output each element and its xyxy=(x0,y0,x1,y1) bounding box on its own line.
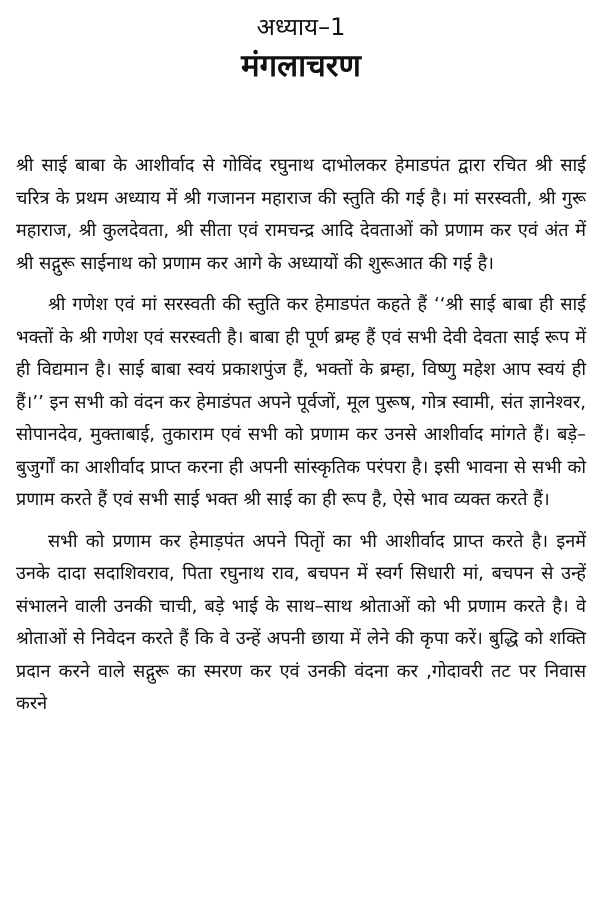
paragraph-2: श्री गणेश एवं मां सरस्वती की स्तुति कर हेमाडपंत कहते हैं ‘‘श्री साई बाबा ही साई भक्तों के श्री गणेश एवं सरस्वती है। बाबा ही पूर्ण ब्रम्ह हैं एवं सभी देवी देवता साई रूप में ही विद्यमान है। साई बाबा स्वयं प्रकाशपुंज हैं, भक्तों के ब्रम्हा, विष्णु महेश आप स्वयं ही हैं।’’ इन सभी को वंदन कर हेमाडंपत अपने पूर्वजों, मूल पुरूष, गोत्र स्वामी, संत ज्ञानेश्वर, सोपानदेव, मुक्ताबाई, तुकाराम एवं सभी को प्रणाम कर उनसे आशीर्वाद मांगते हैं। बड़े–बुजुर्गों का आशीर्वाद प्राप्त करना ही अपनी सांस्कृतिक परंपरा है। इसी भावना से सभी को प्रणाम करते हैं एवं सभी साई भक्त श्री साई का ही रूप है, ऐसे भाव व्यक्त करते हैं। xyxy=(16,294,586,510)
chapter-title: मंगलाचरण xyxy=(241,48,361,84)
paragraph-1: श्री साई बाबा के आशीर्वाद से गोविंद रघुनाथ दाभोलकर हेमाडपंत द्वारा रचित श्री साई चरित्र के प्रथम अध्याय में श्री गजानन महाराज की स्तुति की गई है। मां सरस्वती, श्री गुरू महाराज, श्री कुलदेवता, श्री सीता एवं रामचन्द्र आदि देवताओं को प्रणाम कर एवं अंत में श्री सद्गुरू साईनाथ को प्रणाम कर आगे के अध्यायों की शुरूआत की गई है। xyxy=(16,155,586,274)
chapter-body xyxy=(16,150,586,721)
paragraph-3: सभी को प्रणाम कर हेमाड़पंत अपने पितृों का भी आशीर्वाद प्राप्त करते है। इनमें उनके दादा सदाशिवराव, पिता रघुनाथ राव, बचपन में स्वर्ग सिधारी मां, बचपन से उन्हें संभालने वाली उनकी चाची, बड़े भाई के साथ–साथ श्रोताओं को भी प्रणाम करते है। वे श्रोताओं से निवेदन करते हैं कि वे उन्हें अपनी छाया में लेने की कृपा करें। बुद्धि को शक्ति प्रदान करने वाले सद्गुरू का स्मरण कर एवं उनकी वंदना कर ,गोदावरी तट पर निवास करने xyxy=(16,530,586,714)
chapter-number: अध्याय–1 xyxy=(256,13,346,41)
